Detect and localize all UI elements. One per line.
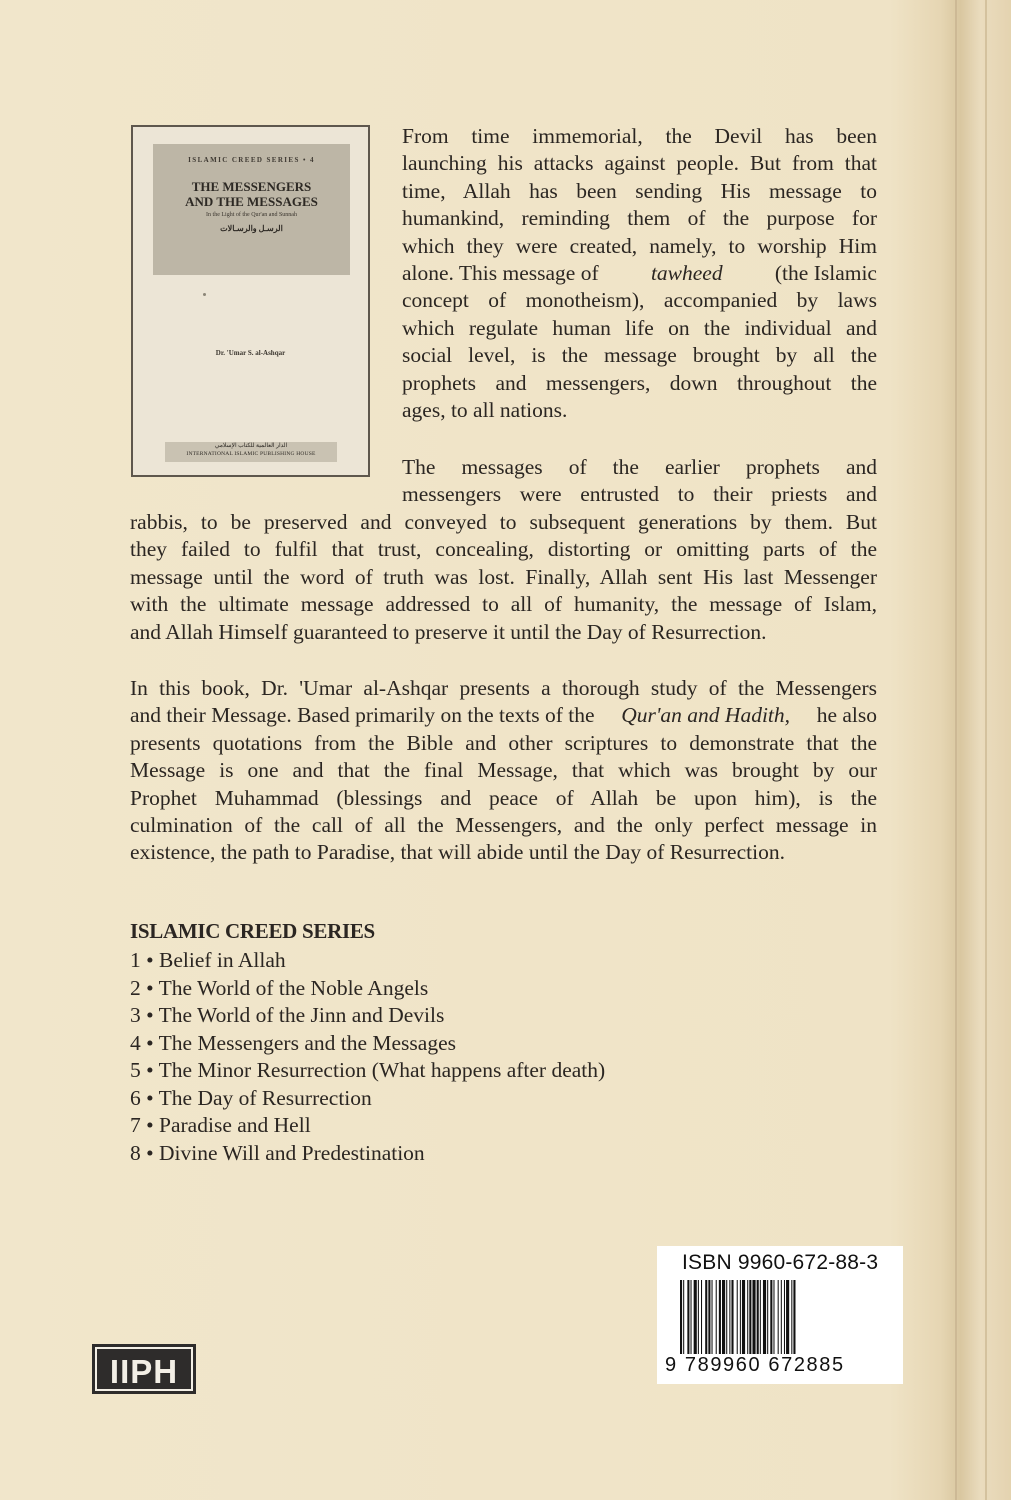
barcode-bar [683,1280,684,1358]
text-line: prophets and messengers, down throughout the [402,370,877,395]
isbn-barcode [657,1246,903,1384]
text-line: ages, to all nations. [402,398,568,423]
text-line: which they were created, namely, to worship Him [402,233,877,258]
barcode-bar [778,1280,779,1358]
barcode-bar [701,1280,702,1358]
text-line: message until the word of truth was lost. Finally, Allah sent His last Messenger [130,564,877,589]
italic-term: Qur'an and Hadith, [621,703,791,728]
series-item: 6 • The Day of Resurrection [130,1085,372,1110]
series-item: 4 • The Messengers and the Messages [130,1030,456,1055]
text-line: with the ultimate message addressed to all of humanity, the message of Islam, [130,592,877,617]
barcode-bar [740,1280,741,1358]
text-line: In this book, Dr. 'Umar al-Ashqar presents a thorough study of the Messengers [130,676,877,700]
barcode-bar [729,1280,730,1358]
description-paragraph-1 [402,123,877,424]
thumbnail-publisher: INTERNATIONAL ISLAMIC PUBLISHING HOUSE [186,451,316,457]
description-paragraph-2-top [402,454,877,509]
series-item: 5 • The Minor Resurrection (What happens after death) [130,1058,606,1082]
text-line: which regulate human life on the individual and [402,315,877,340]
barcode-digits: 9 789960 672885 [665,1354,845,1376]
barcode-bar [719,1280,721,1358]
series-item: 1 • Belief in Allah [130,948,286,972]
iiph-logo: IIPH [92,1344,196,1394]
text-line [402,260,877,287]
text-line: The messages of the earlier prophets and [402,455,877,479]
text-line: and Allah Himself guaranteed to preserve it until the Day of Resurrection. [130,619,767,644]
text-line: culmination of the call of all the Messengers, and the only perfect message in [130,813,877,838]
text-line: Prophet Muhammad (blessings and peace of Allah be upon him), is the [130,785,877,810]
text-line: messengers were entrusted to their priests and [402,482,877,507]
barcode-bar [694,1280,697,1358]
barcode-bar [691,1280,692,1358]
description-paragraph-3 [130,675,877,867]
front-cover-thumbnail [131,125,370,477]
spine-edge [985,0,987,1500]
barcode-bar [722,1280,725,1358]
barcode-bar [716,1280,717,1358]
text-line: humankind, reminding them of the purpose for [402,206,877,231]
barcode-bar [763,1280,766,1358]
text-line: rabbis, to be preserved and conveyed to subsequent generations by them. But [130,510,877,534]
text-line: social level, is the message brought by all the [402,343,877,368]
barcode-bar [747,1280,748,1358]
barcode-bar [786,1280,789,1358]
description-paragraph-2 [130,509,877,646]
series-item: 3 • The World of the Jinn and Devils [130,1003,445,1027]
text-line: concept of monotheism), accompanied by laws [402,288,877,313]
text-line: they failed to fulfil that trust, concealing, distorting or omitting parts of the [130,537,877,562]
text-segment: alone. This message of [402,261,599,286]
text-line [130,702,877,729]
barcode-bar [680,1280,682,1358]
thumbnail-title-band [153,144,350,275]
text-line: launching his attacks against people. But from that [402,151,877,176]
thumbnail-title [153,179,350,209]
thumbnail-title-line1: THE MESSENGERS [191,179,312,194]
series-item: 8 • Divine Will and Predestination [130,1140,425,1165]
text-line: existence, the path to Paradise, that will abide until the Day of Resurrection. [130,840,785,865]
text-line: Message is one and that the final Message, that which was brought by our [130,758,877,783]
barcode-bar [749,1280,751,1358]
thumbnail-publisher-band [165,442,337,462]
thumbnail-publisher-arabic: الدار العالمية للكتاب الإسلامي [214,443,288,449]
text-line: From time immemorial, the Devil has been [402,124,877,148]
text-segment: and their Message. Based primarily on the texts of the [130,703,595,728]
barcode-bar [742,1280,745,1358]
barcode-bar [708,1280,710,1358]
barcode-bar [791,1280,792,1358]
series-list [130,947,605,1167]
barcode-bar [712,1280,713,1358]
barcode-bar [698,1280,699,1358]
barcode-bar [760,1280,761,1358]
barcode-bar [784,1280,785,1358]
barcode-bar [781,1280,782,1358]
text-line: time, Allah has been sending His message to [402,178,877,203]
series-item: 7 • Paradise and Hell [130,1113,311,1137]
barcode-bar [757,1280,759,1358]
barcode-bar [737,1280,738,1358]
barcode-bar [752,1280,755,1358]
text-line: presents quotations from the Bible and other scriptures to demonstrate that the [130,730,877,755]
series-heading: ISLAMIC CREED SERIES [130,919,375,943]
barcode-bar [773,1280,774,1358]
barcode-bars [680,1280,888,1358]
italic-term: tawheed [650,261,723,286]
barcode-bar [767,1280,768,1358]
spine-crease [955,0,957,1500]
isbn-number: ISBN 9960-672-88-3 [682,1251,879,1274]
barcode-bar [726,1280,727,1358]
thumbnail-author: Dr. 'Umar S. al-Ashqar [215,349,286,357]
text-segment: he also [816,703,877,728]
thumbnail-subtitle: In the Light of the Qur'an and Sunnah [206,212,297,218]
barcode-bar [793,1280,795,1358]
barcode-bar [731,1280,733,1358]
thumbnail-arabic-title: الرسـل والرسـالات [220,224,283,233]
barcode-bar [770,1280,772,1358]
thumbnail-title-line2: AND THE MESSAGES [185,194,318,209]
text-segment: (the Islamic [774,261,877,286]
thumbnail-series: ISLAMIC CREED SERIES • 4 [188,156,315,164]
series-item: 2 • The World of the Noble Angels [130,975,429,1000]
thumbnail-dot [203,293,206,296]
barcode-bar [687,1280,689,1358]
barcode-bar [705,1280,707,1358]
